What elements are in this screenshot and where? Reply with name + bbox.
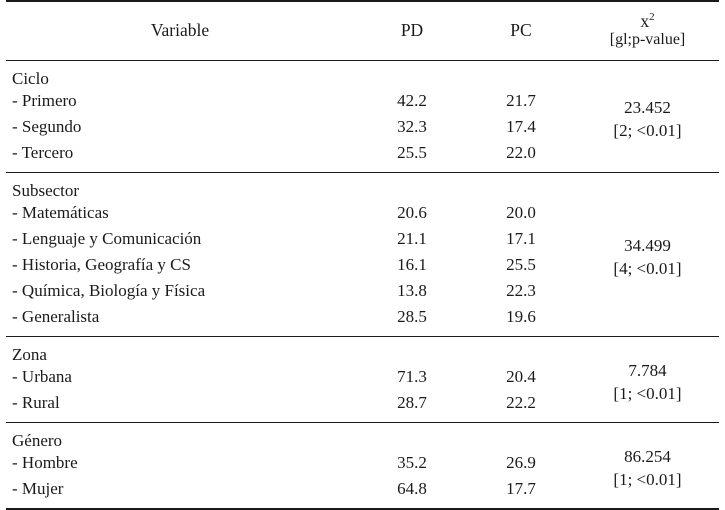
column-header-pd: PD	[358, 1, 466, 60]
table-header	[6, 1, 719, 60]
table-row	[6, 422, 719, 450]
row-pd: 35.2	[397, 452, 427, 472]
chi-cell-zona	[576, 336, 719, 422]
row-pd: 16.1	[397, 254, 427, 274]
row-pd: 32.3	[397, 116, 427, 136]
group-label-zona: Zona	[6, 336, 358, 364]
column-header-variable: Variable	[6, 1, 358, 60]
table-row	[6, 60, 719, 88]
row-label: - Segundo	[12, 117, 82, 137]
row-pc: 17.4	[506, 116, 536, 136]
chi-gl-label: [gl;p-value]	[609, 31, 686, 49]
chi-gl: [2; <0.01]	[613, 121, 682, 141]
row-label: - Hombre	[12, 453, 78, 473]
group-label-genero: Género	[6, 422, 358, 450]
table-row	[6, 336, 719, 364]
column-header-chi-square	[576, 1, 719, 60]
row-pc: 22.2	[506, 392, 536, 412]
empty-cell	[358, 60, 466, 88]
row-pc: 26.9	[506, 452, 536, 472]
chi-value: 34.499	[624, 236, 671, 256]
statistics-table	[6, 0, 719, 510]
row-pc: 22.3	[506, 280, 536, 300]
chi-gl: [1; <0.01]	[613, 384, 682, 404]
group-label-ciclo: Ciclo	[6, 60, 358, 88]
row-label: - Rural	[12, 393, 60, 413]
chi-gl: [1; <0.01]	[613, 470, 682, 490]
empty-cell	[466, 422, 576, 450]
row-label: - Tercero	[12, 143, 74, 163]
row-pc: 21.7	[506, 90, 536, 110]
row-label: - Lenguaje y Comunicación	[12, 229, 202, 249]
row-pc: 17.7	[466, 476, 576, 509]
row-pd: 42.2	[397, 90, 427, 110]
row-pc: 22.0	[506, 142, 536, 162]
row-pd: 64.8	[358, 476, 466, 509]
empty-cell	[358, 172, 466, 200]
empty-cell	[466, 60, 576, 88]
row-pd: 28.5	[397, 306, 427, 326]
row-pc: 20.4	[506, 366, 536, 386]
table-body	[6, 60, 719, 509]
row-pd: 28.7	[397, 392, 427, 412]
row-pd: 21.1	[397, 228, 427, 248]
empty-cell	[358, 422, 466, 450]
row-label: - Generalista	[12, 307, 100, 327]
row-pd: 20.6	[397, 202, 427, 222]
row-pd: 13.8	[397, 280, 427, 300]
chi-cell-ciclo	[576, 60, 719, 172]
chi-symbol: x	[640, 11, 650, 31]
row-pc: 25.5	[506, 254, 536, 274]
group-label-subsector: Subsector	[6, 172, 358, 200]
row-pc: 19.6	[506, 306, 536, 326]
table-row	[6, 172, 719, 200]
row-pd: 25.5	[397, 142, 427, 162]
chi-cell-subsector	[576, 172, 719, 336]
row-pd: 71.3	[397, 366, 427, 386]
chi-cell-genero	[576, 422, 719, 509]
row-pc: 20.0	[506, 202, 536, 222]
column-header-pc: PC	[466, 1, 576, 60]
chi-exponent: 2	[649, 11, 655, 24]
row-label: - Matemáticas	[12, 203, 109, 223]
row-label: - Historia, Geografía y CS	[12, 255, 191, 275]
row-label: - Química, Biología y Física	[12, 281, 206, 301]
empty-cell	[358, 336, 466, 364]
row-label: - Mujer	[6, 476, 358, 509]
chi-gl: [4; <0.01]	[613, 259, 682, 279]
empty-cell	[466, 336, 576, 364]
row-label: - Primero	[12, 91, 77, 111]
empty-cell	[466, 172, 576, 200]
row-label: - Urbana	[12, 367, 72, 387]
chi-value: 86.254	[624, 447, 671, 467]
chi-value: 7.784	[628, 361, 667, 381]
chi-value: 23.452	[624, 98, 671, 118]
row-pc: 17.1	[506, 228, 536, 248]
